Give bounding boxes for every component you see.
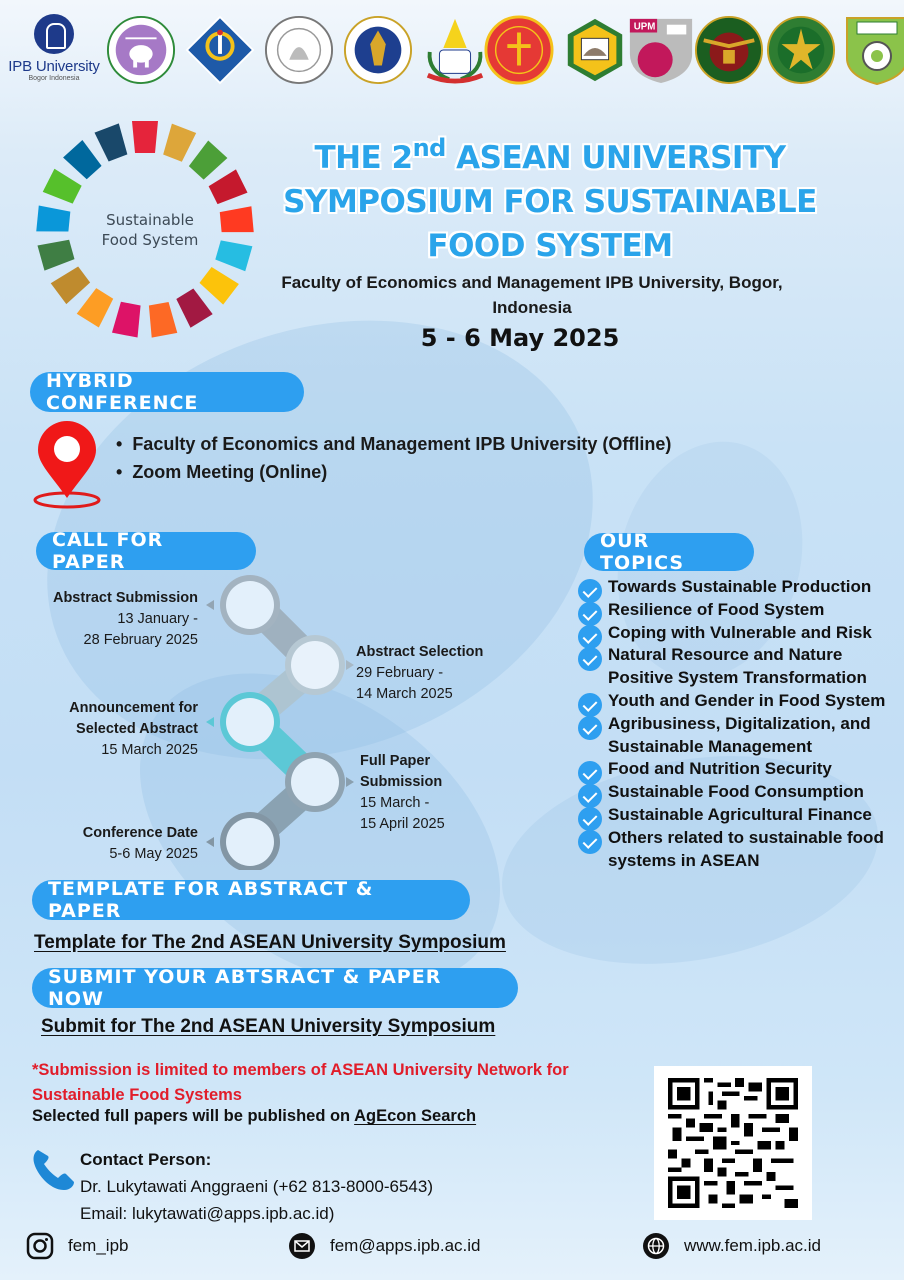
sdg-wheel-graphic: [30, 114, 260, 344]
royal-university-of-agriculture-logo: [420, 14, 490, 86]
list-item: Others related to sustainable food systems in ASEAN: [578, 827, 888, 873]
agecon-search-link[interactable]: AgEcon Search: [354, 1107, 477, 1125]
list-item: Natural Resource and Nature Positive System Transformation: [578, 644, 888, 690]
ipb-seal-icon: [34, 14, 74, 54]
hybrid-location-list: [116, 430, 671, 486]
venue-subtitle: Faculty of Economics and Management IPB University, Bogor, Indonesia: [281, 273, 783, 317]
list-item: Food and Nutrition Security: [578, 758, 888, 781]
university-of-the-philippines-logo: [694, 14, 764, 86]
call-for-paper-heading: CALL FOR PAPER: [36, 532, 256, 570]
timeline-announcement: Announcement for Selected Abstract 15 March 2025: [69, 700, 198, 758]
list-item: Youth and Gender in Food System: [578, 690, 888, 713]
check-icon: [578, 716, 602, 740]
website-contact[interactable]: www.fem.ipb.ac.id: [642, 1232, 821, 1260]
svg-text:UPM: UPM: [633, 21, 656, 33]
our-topics-heading: OUR TOPICS: [584, 533, 754, 571]
list-item: Agribusiness, Digitalization, and Sustainable Management: [578, 713, 888, 759]
list-item: Sustainable Food Consumption: [578, 781, 888, 804]
national-university-of-laos-logo: [484, 14, 554, 86]
list-item: Resilience of Food System: [578, 599, 888, 622]
timeline-abstract-submission: Abstract Submission 13 January - 28 February 2025: [52, 590, 198, 648]
page-title: THE 2nd ASEAN UNIVERSITY SYMPOSIUM FOR SUSTAINABLE FOOD SYSTEM: [283, 134, 817, 264]
list-item: Towards Sustainable Production: [578, 576, 888, 599]
chiang-mai-university-logo: [106, 14, 176, 86]
location-pin-icon: [32, 420, 102, 510]
wheel-label: Sustainable Food System: [101, 211, 199, 249]
event-date: 5 - 6 May 2025: [420, 324, 620, 352]
qr-code-icon: [666, 1078, 800, 1208]
timeline-abstract-selection: Abstract Selection 29 February - 14 March 2025: [356, 644, 484, 702]
timeline-graphic: [200, 570, 360, 870]
mahidol-university-logo: [343, 14, 413, 86]
submit-link[interactable]: Submit for The 2nd ASEAN University Symposium: [41, 1016, 496, 1037]
phone-icon: [30, 1146, 78, 1192]
submission-restriction-note: *Submission is limited to members of ASEAN University Network for Sustainable Food Systems: [32, 1061, 569, 1104]
vietnam-national-university-of-agriculture-logo: [766, 14, 836, 86]
university-logo-strip: [0, 0, 904, 100]
contact-person-block: Contact Person: Dr. Lukytawati Anggraeni (+62 813-8000-6543) Email: lukytawati@apps.ipb.ac.id): [80, 1150, 433, 1223]
email-contact[interactable]: fem@apps.ipb.ac.id: [288, 1232, 481, 1260]
list-item: • Zoom Meeting (Online): [116, 458, 671, 486]
instagram-icon: [26, 1232, 54, 1260]
check-icon: [578, 830, 602, 854]
timeline-full-paper-submission: Full Paper Submission 15 March - 15 April 2025: [360, 753, 445, 832]
globe-icon: [642, 1232, 670, 1260]
yezin-agricultural-university-logo: [842, 14, 904, 86]
template-link[interactable]: Template for The 2nd ASEAN University Symposium: [34, 932, 506, 953]
kasetsart-university-logo: [264, 14, 334, 86]
timeline-conference-date: Conference Date 5-6 May 2025: [82, 825, 198, 862]
universiti-brunei-darussalam-logo: [560, 14, 630, 86]
qr-code[interactable]: [654, 1066, 812, 1220]
mail-icon: [288, 1232, 316, 1260]
submit-heading: SUBMIT YOUR ABTSRACT & PAPER NOW: [32, 968, 518, 1008]
list-item: • Faculty of Economics and Management IPB University (Offline): [116, 430, 671, 458]
upm-logo: [626, 14, 696, 86]
list-item: Sustainable Agricultural Finance: [578, 804, 888, 827]
check-icon: [578, 647, 602, 671]
ipb-university-logo: IPB University Bogor Indonesia: [4, 14, 104, 90]
topics-list: [578, 576, 888, 872]
template-heading: TEMPLATE FOR ABSTRACT & PAPER: [32, 880, 470, 920]
can-tho-university-logo: [185, 14, 255, 86]
list-item: Coping with Vulnerable and Risk: [578, 622, 888, 645]
hybrid-conference-heading: HYBRID CONFERENCE: [30, 372, 304, 412]
instagram-contact[interactable]: fem_ipb: [26, 1232, 128, 1260]
publication-note: Selected full papers will be published on AgEcon Search: [32, 1107, 477, 1125]
